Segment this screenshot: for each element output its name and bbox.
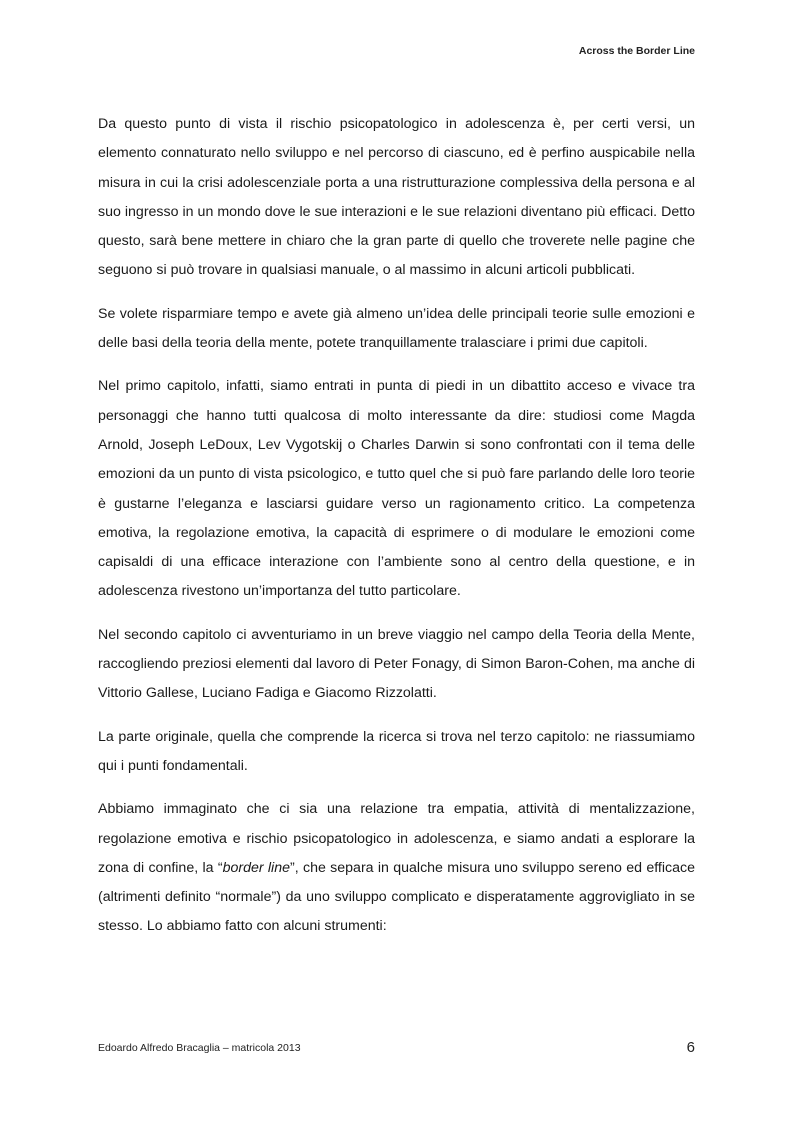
paragraph-skip-chapters: Se volete risparmiare tempo e avete già almeno un’idea delle principali teorie sulle emozioni e delle basi della teoria della mente, potete tranquillamente tralasciare i primi due capitoli. xyxy=(98,305,695,352)
paragraph-intro: Da questo punto di vista il rischio psicopatologico in adolescenza è, per certi versi, un elemento connaturato nello sviluppo e nel percorso di ciascuno, ed è perfino auspicabile nella misura in cui la crisi adolescenziale porta a una ristrutturazione complessiva della persona e al suo ingresso in un mondo dove le sue interazioni e le sue relazioni diventano più efficaci. Detto questo, sarà bene mettere in chiaro che la gran parte di quello che troverete nelle pagine che seguono si può trovare in qualsiasi manuale, o al massimo in alcuni articoli pubblicati. xyxy=(98,116,695,279)
paragraph-text-after: ”, che separa in qualche misura uno sviluppo sereno ed efficace (altrimenti definito “normale”) da uno sviluppo complicato e disperatamente aggrovigliato in se stesso. Lo abbiamo fatto con alcuni strumenti: xyxy=(98,859,695,935)
paragraph-chapter-one: Nel primo capitolo, infatti, siamo entrati in punta di piedi in un dibattito acceso e vivace tra personaggi che hanno tutti qualcosa di molto interessante da dire: studiosi come Magda Arnold, Joseph LeDoux, Lev Vygotskij o Charles Darwin si sono confrontati con il tema delle emozioni da un punto di vista psicologico, e tutto quel che si può fare parlando delle loro teorie è gustarne l’eleganza e lasciarsi guidare verso un ragionamento critico. La competenza emotiva, la regolazione emotiva, la capacità di esprimere o di modulare le emozioni come capisaldi di una efficace interazione con l’ambiente sono al centro della questione, e in adolescenza rivestono un’importanza del tutto particolare. xyxy=(98,378,695,600)
document-body xyxy=(98,110,695,956)
footer-author: Edoardo Alfredo Bracaglia – matricola 2013 xyxy=(98,1042,301,1054)
paragraph-chapter-three: La parte originale, quella che comprende la ricerca si trova nel terzo capitolo: ne riassumiamo qui i punti fondamentali. xyxy=(98,728,695,774)
paragraph-research-summary xyxy=(98,795,695,941)
border-line-italic: border line xyxy=(222,859,290,876)
paragraph-chapter-two: Nel secondo capitolo ci avventuriamo in un breve viaggio nel campo della Teoria della Mente, raccogliendo preziosi elementi dal lavoro di Peter Fonagy, di Simon Baron-Cohen, ma anche di Vittorio Gallese, Luciano Fadiga e Giacomo Rizzolatti. xyxy=(98,626,695,702)
page-number: 6 xyxy=(686,1039,695,1056)
paragraph-text-before: Abbiamo immaginato che ci sia una relazione tra empatia, attività di mentalizzazione, regolazione emotiva e rischio psicopatologico in adolescenza, e siamo andati a esplorare la zona di confine, la “ xyxy=(98,801,695,876)
running-header: Across the Border Line xyxy=(578,45,695,57)
